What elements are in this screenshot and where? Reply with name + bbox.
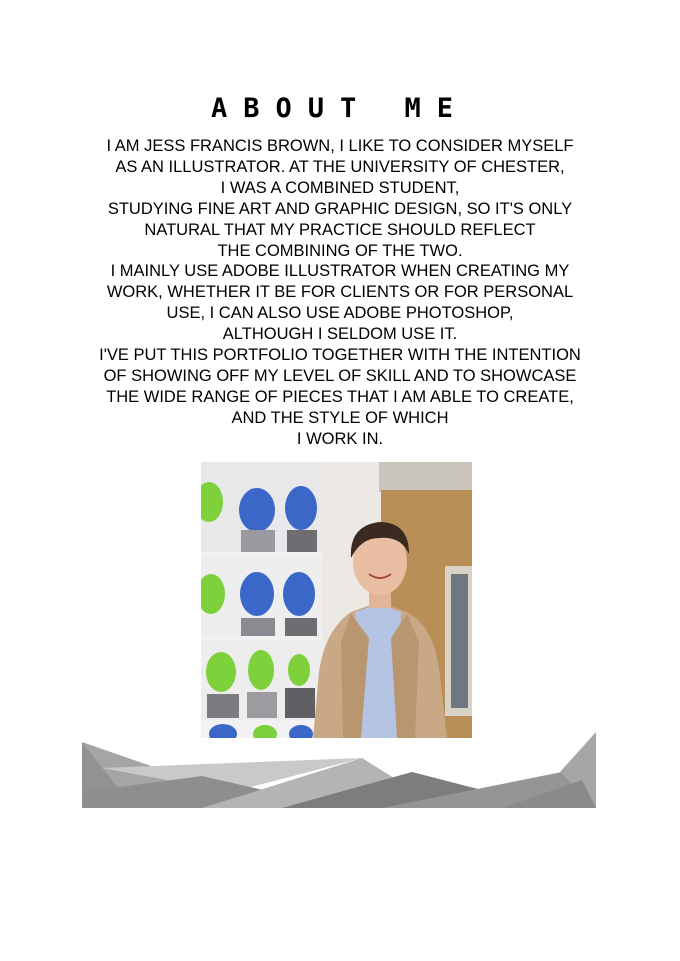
paragraph-line: NATURAL THAT MY PRACTICE SHOULD REFLECT	[144, 220, 536, 239]
paragraph-line: ALTHOUGH I SELDOM USE IT.	[222, 325, 458, 344]
paragraph-line: WORK, WHETHER IT BE FOR CLIENTS OR FOR PERSONAL	[106, 283, 574, 302]
paragraph-line: AND THE STYLE OF WHICH	[231, 408, 449, 427]
page-title: ABOUT ME	[210, 93, 470, 124]
paragraph-line: I WORK IN.	[296, 429, 384, 448]
about-paragraph	[70, 136, 610, 450]
portrait-photo	[201, 462, 472, 738]
paragraph-line: I MAINLY USE ADOBE ILLUSTRATOR WHEN CREATING MY	[110, 262, 570, 281]
paragraph-line: USE, I CAN ALSO USE ADOBE PHOTOSHOP,	[166, 304, 514, 323]
portrait-illustration	[201, 462, 472, 738]
geometric-footer-graphic	[82, 732, 596, 808]
paragraph-line: I WAS A COMBINED STUDENT,	[220, 178, 460, 197]
paragraph-line: I AM JESS FRANCIS BROWN, I LIKE TO CONSIDER MYSELF	[106, 137, 574, 155]
decorative-triangles	[82, 732, 596, 808]
paragraph-line: THE WIDE RANGE OF PIECES THAT I AM ABLE TO CREATE,	[106, 387, 574, 406]
paragraph-line: STUDYING FINE ART AND GRAPHIC DESIGN, SO IT'S ONLY	[107, 199, 573, 218]
paragraph-line: AS AN ILLUSTRATOR. AT THE UNIVERSITY OF CHESTER,	[115, 157, 565, 176]
paragraph-line: I'VE PUT THIS PORTFOLIO TOGETHER WITH THE INTENTION	[99, 346, 581, 365]
paragraph-line: THE COMBINING OF THE TWO.	[217, 241, 463, 260]
paragraph-line: OF SHOWING OFF MY LEVEL OF SKILL AND TO SHOWCASE	[103, 366, 577, 385]
poster-faces	[201, 462, 323, 738]
